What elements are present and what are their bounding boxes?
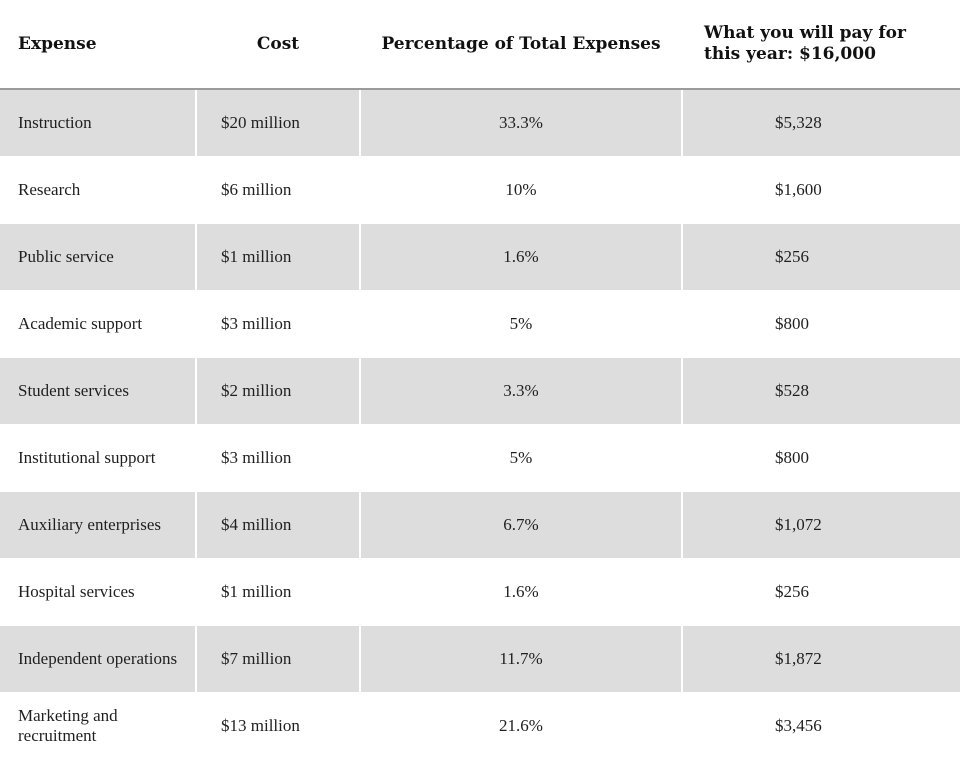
cell-pay: $256 xyxy=(682,559,960,626)
cell-expense: Independent operations xyxy=(0,626,196,693)
cell-cost: $13 million xyxy=(196,693,360,760)
cell-percentage: 21.6% xyxy=(360,693,682,760)
cell-percentage: 10% xyxy=(360,157,682,224)
table-row xyxy=(0,89,960,157)
cell-cost: $6 million xyxy=(196,157,360,224)
cell-pay: $1,072 xyxy=(682,492,960,559)
cell-percentage: 33.3% xyxy=(360,89,682,157)
cell-expense: Institutional support xyxy=(0,425,196,492)
cell-percentage: 5% xyxy=(360,291,682,358)
cell-pay: $800 xyxy=(682,425,960,492)
cell-pay: $5,328 xyxy=(682,89,960,157)
cell-expense: Research xyxy=(0,157,196,224)
column-header-expense: Expense xyxy=(0,0,196,89)
cell-cost: $1 million xyxy=(196,559,360,626)
cell-expense: Marketing and recruitment xyxy=(0,693,196,760)
table-row xyxy=(0,157,960,224)
cell-expense: Academic support xyxy=(0,291,196,358)
table-header-row xyxy=(0,0,960,89)
cell-pay: $256 xyxy=(682,224,960,291)
cell-pay: $528 xyxy=(682,358,960,425)
table-header xyxy=(0,0,960,89)
cell-cost: $3 million xyxy=(196,291,360,358)
cell-cost: $7 million xyxy=(196,626,360,693)
table-row xyxy=(0,291,960,358)
table-row xyxy=(0,425,960,492)
cell-expense: Hospital services xyxy=(0,559,196,626)
table-row xyxy=(0,358,960,425)
table-row xyxy=(0,693,960,760)
table-body xyxy=(0,89,960,760)
cell-percentage: 6.7% xyxy=(360,492,682,559)
cell-cost: $3 million xyxy=(196,425,360,492)
cell-pay: $800 xyxy=(682,291,960,358)
table-row xyxy=(0,626,960,693)
cell-cost: $4 million xyxy=(196,492,360,559)
column-header-pay: What you will pay for this year: $16,000 xyxy=(682,0,960,89)
cell-expense: Public service xyxy=(0,224,196,291)
cell-percentage: 3.3% xyxy=(360,358,682,425)
cell-expense: Student services xyxy=(0,358,196,425)
cell-cost: $1 million xyxy=(196,224,360,291)
cell-pay: $1,600 xyxy=(682,157,960,224)
table-row xyxy=(0,224,960,291)
cell-pay: $3,456 xyxy=(682,693,960,760)
cell-percentage: 5% xyxy=(360,425,682,492)
column-header-cost: Cost xyxy=(196,0,360,89)
cell-cost: $2 million xyxy=(196,358,360,425)
cell-expense: Instruction xyxy=(0,89,196,157)
column-header-percentage: Percentage of Total Expenses xyxy=(360,0,682,89)
cell-percentage: 1.6% xyxy=(360,224,682,291)
cell-percentage: 1.6% xyxy=(360,559,682,626)
table-row xyxy=(0,559,960,626)
cell-cost: $20 million xyxy=(196,89,360,157)
cell-percentage: 11.7% xyxy=(360,626,682,693)
cell-pay: $1,872 xyxy=(682,626,960,693)
table-row xyxy=(0,492,960,559)
cell-expense: Auxiliary enterprises xyxy=(0,492,196,559)
